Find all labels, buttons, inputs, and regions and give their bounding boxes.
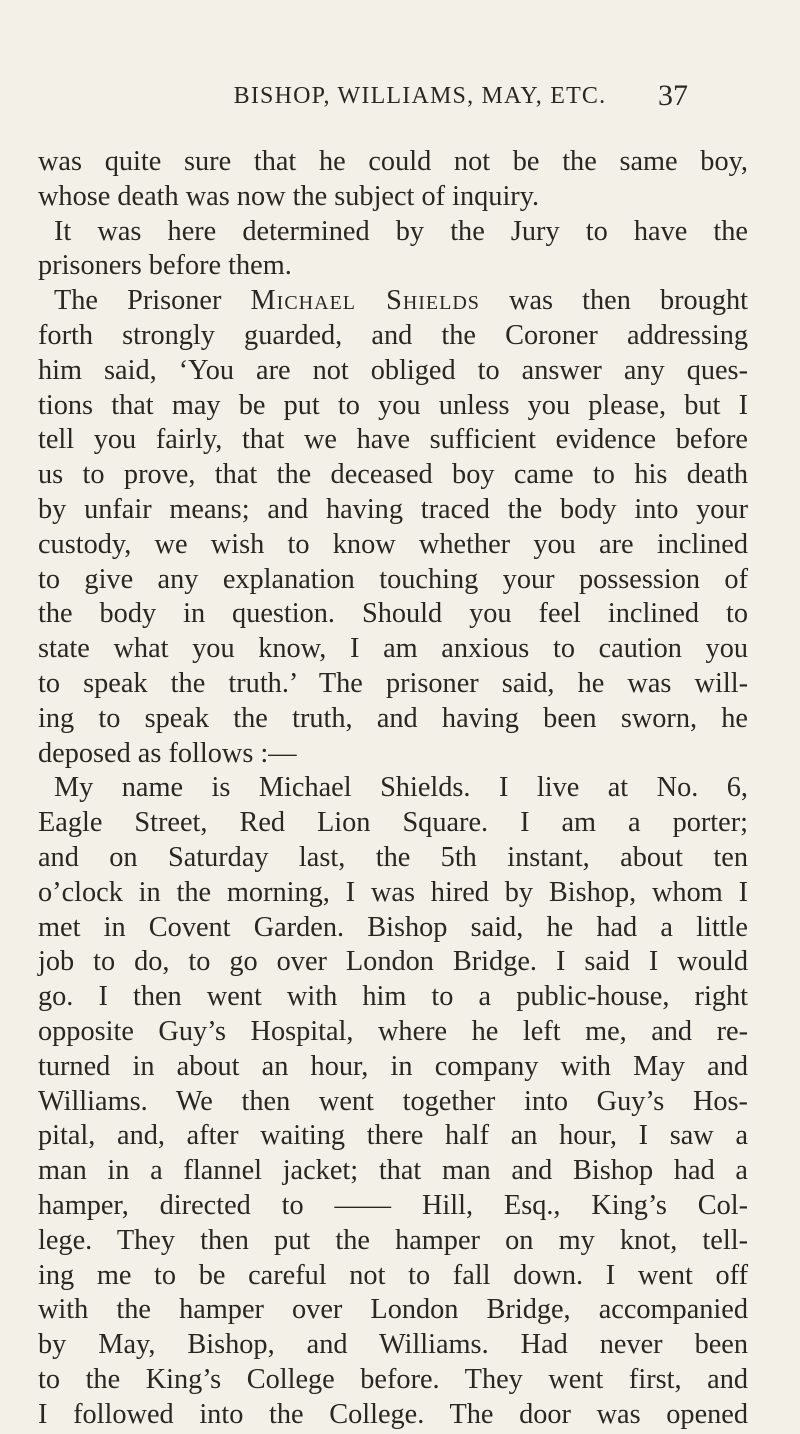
text-line: Eagle Street, Red Lion Square. I am a porter; (38, 807, 748, 839)
text-line: was quite sure that he could not be the same boy, (38, 146, 748, 177)
page-number: 37 (658, 79, 688, 112)
text-line: us to prove, that the deceased boy came to his death (38, 459, 748, 491)
text-line: met in Covent Garden. Bishop said, he had a little (38, 911, 748, 943)
body-text (38, 145, 748, 1432)
text-line: by May, Bishop, and Williams. Had never been (38, 1329, 748, 1361)
text-line: lege. They then put the hamper on my knot, tell- (38, 1224, 748, 1256)
text-line: hamper, directed to —— Hill, Esq., King’s Col- (38, 1189, 748, 1221)
text-line: deposed as follows :— (38, 737, 297, 769)
text-line: and on Saturday last, the 5th instant, about ten (38, 841, 748, 873)
text-line: I followed into the College. The door was opened (38, 1398, 748, 1430)
text-line: the body in question. Should you feel inclined to (38, 598, 748, 630)
text-line: go. I then went with him to a public-house, right (38, 981, 748, 1013)
text-line: ing to speak the truth, and having been sworn, he (38, 702, 748, 734)
text-line: Williams. We then went together into Guy’s Hos- (38, 1085, 748, 1117)
text-line: state what you know, I am anxious to caution you (38, 633, 748, 665)
text-line: ing me to be careful not to fall down. I went off (38, 1259, 748, 1291)
page-header (156, 76, 688, 116)
text-line: to speak the truth.’ The prisoner said, he was will- (38, 667, 748, 699)
text-line: pital, and, after waiting there half an hour, I saw a (38, 1120, 748, 1152)
text-line: whose death was now the subject of inquiry. (38, 180, 540, 212)
text-line: It was here determined by the Jury to have the (54, 215, 748, 247)
text-line: with the hamper over London Bridge, accompanied (38, 1294, 748, 1326)
text-line: by unfair means; and having traced the body into your (38, 493, 748, 525)
text-line: him said, ‘You are not obliged to answer any ques- (38, 354, 748, 386)
text-line: The Prisoner Michael Shields was then brought (54, 285, 748, 317)
text-line: opposite Guy’s Hospital, where he left me, and re- (38, 1015, 748, 1047)
text-line: forth strongly guarded, and the Coroner addressing (38, 319, 748, 351)
text-line: tell you fairly, that we have sufficient evidence before (38, 424, 748, 456)
text-line: custody, we wish to know whether you are inclined (38, 528, 748, 560)
text-line: prisoners before them. (38, 250, 292, 282)
text-line: job to do, to go over London Bridge. I said I would (38, 946, 748, 978)
text-line: o’clock in the morning, I was hired by Bishop, whom I (38, 876, 748, 908)
text-line: turned in about an hour, in company with May and (38, 1050, 748, 1082)
text-line: tions that may be put to you unless you please, but I (38, 389, 748, 421)
running-head: BISHOP, WILLIAMS, MAY, ETC. (233, 83, 607, 109)
text-line: man in a flannel jacket; that man and Bishop had a (38, 1155, 748, 1187)
text-line: My name is Michael Shields. I live at No. 6, (54, 772, 748, 804)
text-line: to the King’s College before. They went first, and (38, 1363, 748, 1395)
text-line: to give any explanation touching your possession of (38, 563, 748, 595)
